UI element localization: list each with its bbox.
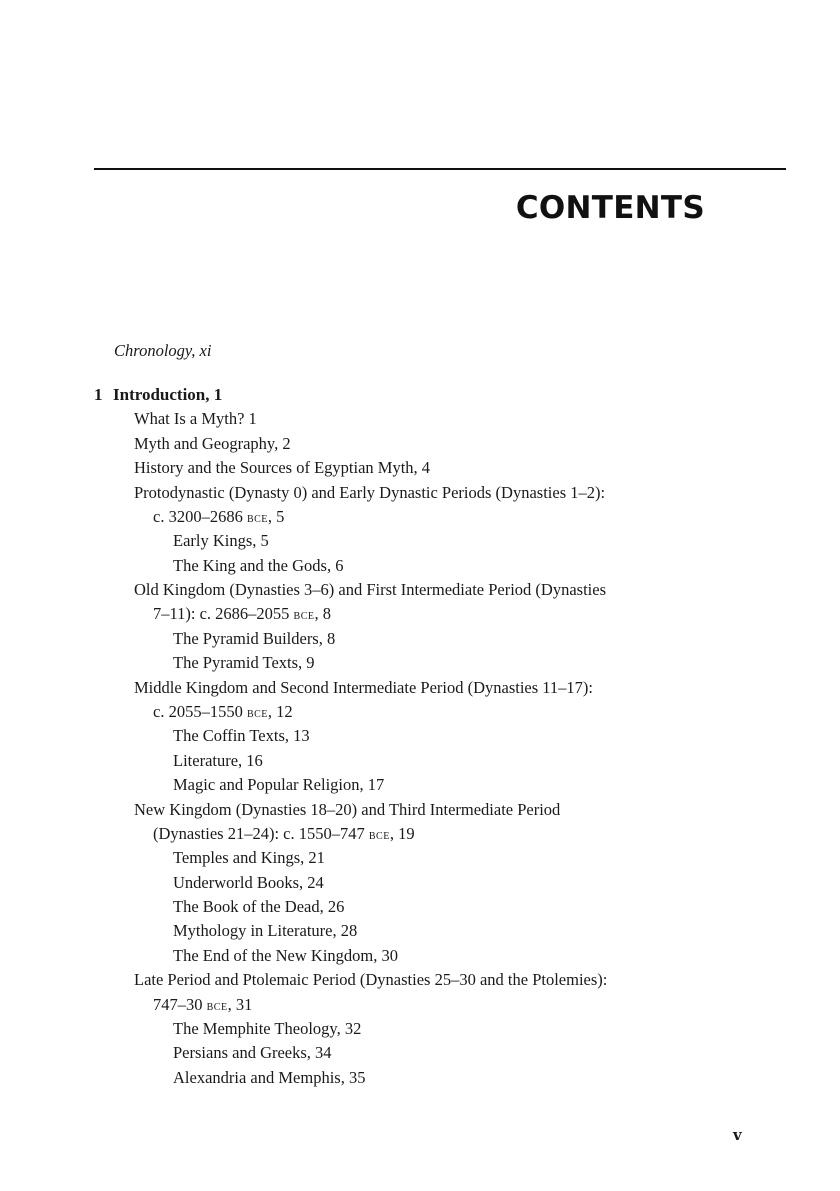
era-label: bce <box>368 828 390 843</box>
toc-date: 7–11): c. 2686–2055 <box>153 604 294 623</box>
toc-date: c. 3200–2686 <box>153 507 247 526</box>
toc-subentry: The End of the New Kingdom, 30 <box>173 946 398 965</box>
toc-entry: Protodynastic (Dynasty 0) and Early Dynastic Periods (Dynasties 1–2): <box>134 483 606 502</box>
toc-subentry: Literature, 16 <box>173 751 263 770</box>
toc-date: c. 2055–1550 <box>153 702 247 721</box>
toc-subentry: Mythology in Literature, 28 <box>173 921 358 940</box>
toc-chapter-title: Introduction, 1 <box>113 385 223 404</box>
toc-page: , 5 <box>267 507 285 526</box>
toc-page: , 8 <box>314 604 331 623</box>
toc-entry-continuation <box>153 507 284 529</box>
toc-subentry: The Memphite Theology, 32 <box>173 1019 362 1038</box>
era-label: bce <box>246 706 268 721</box>
toc-entry: What Is a Myth? 1 <box>134 409 257 428</box>
toc-entry-continuation <box>153 824 415 846</box>
toc-subentry: Persians and Greeks, 34 <box>173 1043 332 1062</box>
toc-entry: Late Period and Ptolemaic Period (Dynasties 25–30 and the Ptolemies): <box>134 970 608 989</box>
era-label: bce <box>293 608 315 623</box>
toc-subentry: Alexandria and Memphis, 35 <box>173 1068 366 1087</box>
page-title: CONTENTS <box>515 190 705 226</box>
toc-date: (Dynasties 21–24): c. 1550–747 <box>153 824 369 843</box>
toc-subentry: The Pyramid Builders, 8 <box>173 629 336 648</box>
page-number: v <box>733 1126 742 1144</box>
toc-page: , 19 <box>389 824 415 843</box>
toc-subentry: The Book of the Dead, 26 <box>173 897 345 916</box>
toc-entry-continuation <box>153 702 293 724</box>
toc-entry: New Kingdom (Dynasties 18–20) and Third Intermediate Period <box>134 800 561 819</box>
toc-subentry: Early Kings, 5 <box>173 531 269 550</box>
header-rule <box>94 168 786 170</box>
toc-entry: Myth and Geography, 2 <box>134 434 291 453</box>
toc-entry-continuation <box>153 995 252 1017</box>
toc-entry: Old Kingdom (Dynasties 3–6) and First Intermediate Period (Dynasties <box>134 580 606 599</box>
era-label: bce <box>246 511 268 526</box>
toc-entry-chronology: Chronology, xi <box>114 341 212 360</box>
era-label: bce <box>206 999 228 1014</box>
toc-date: 747–30 <box>153 995 207 1014</box>
toc-entry: Middle Kingdom and Second Intermediate Period (Dynasties 11–17): <box>134 678 594 697</box>
toc-page: , 12 <box>267 702 293 721</box>
toc-entry: History and the Sources of Egyptian Myth, 4 <box>134 458 431 477</box>
toc-entry-continuation <box>153 604 331 626</box>
toc-subentry: The Coffin Texts, 13 <box>173 726 310 745</box>
toc-chapter-number: 1 <box>94 385 103 404</box>
toc-subentry: Underworld Books, 24 <box>173 873 324 892</box>
toc-page: , 31 <box>227 995 253 1014</box>
toc-subentry: Temples and Kings, 21 <box>173 848 325 867</box>
toc-subentry: Magic and Popular Religion, 17 <box>173 775 385 794</box>
toc-subentry: The Pyramid Texts, 9 <box>173 653 315 672</box>
toc-subentry: The King and the Gods, 6 <box>173 556 344 575</box>
